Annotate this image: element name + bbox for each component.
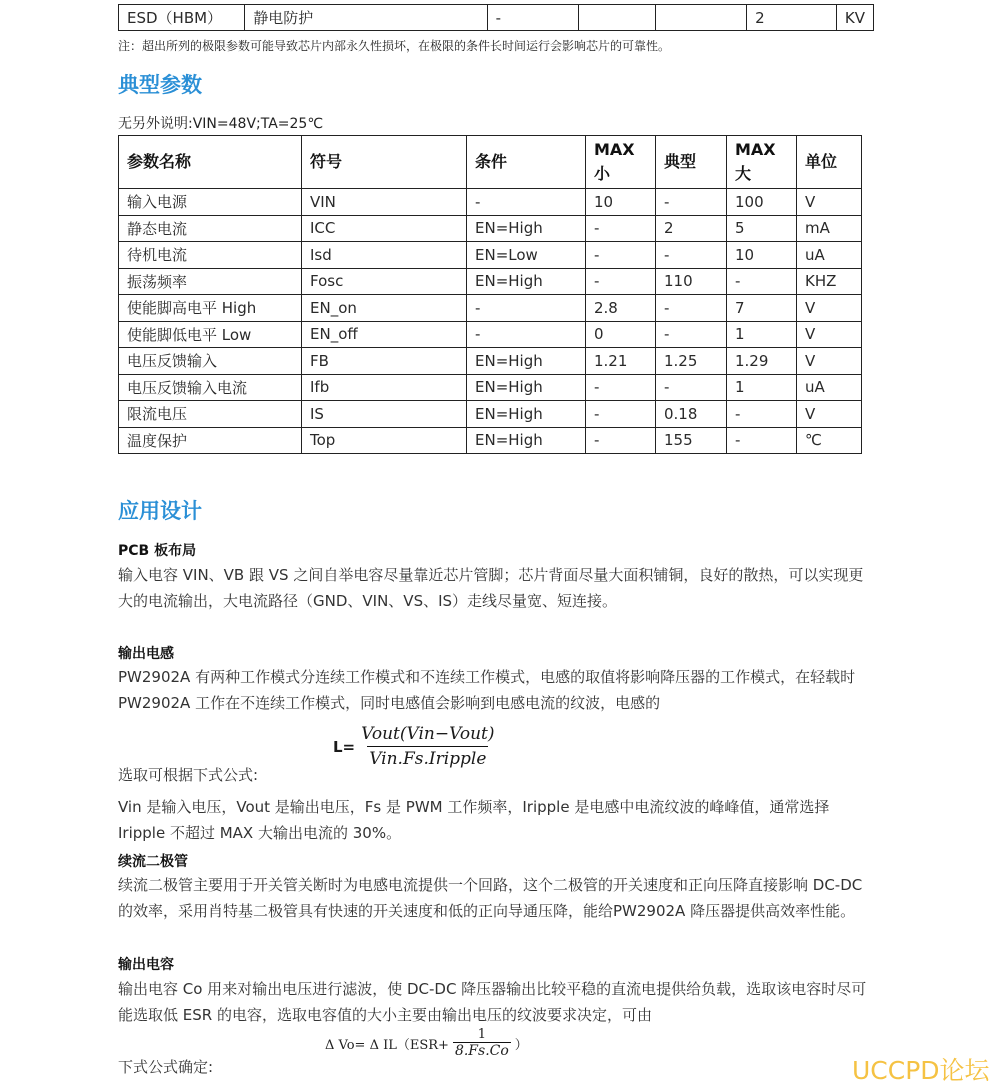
table-cell: - xyxy=(586,374,656,401)
table-cell: 10 xyxy=(586,189,656,216)
table-cell: EN=Low xyxy=(467,242,586,269)
table-cell: 100 xyxy=(727,189,797,216)
limit-note: 注：超出所列的极限参数可能导致芯片内部永久性损坏，在极限的条件长时间运行会影响芯片的可靠性。 xyxy=(118,39,671,53)
table-row xyxy=(119,374,862,401)
table-cell: Top xyxy=(302,427,467,454)
diode-title: 续流二极管 xyxy=(118,854,188,870)
table-cell: 7 xyxy=(727,295,797,322)
table-cell: 155 xyxy=(656,427,727,454)
table-cell: IS xyxy=(302,401,467,428)
table-cell: - xyxy=(586,427,656,454)
capacitor-formula xyxy=(325,1028,528,1059)
table-cell: uA xyxy=(797,242,862,269)
table-row xyxy=(119,5,874,31)
table-cell: V xyxy=(797,401,862,428)
formula-denominator: Vin.Fs.Iripple xyxy=(367,746,488,769)
table-cell: 0.18 xyxy=(656,401,727,428)
table-cell: 输入电源 xyxy=(119,189,302,216)
cap-formula-denominator: 8.Fs.Co xyxy=(454,1043,509,1059)
formula-numerator: Vout(Vin−Vout) xyxy=(361,724,495,744)
column-header: 符号 xyxy=(302,136,467,189)
table-cell: - xyxy=(727,401,797,428)
capacitor-title: 输出电容 xyxy=(118,957,174,973)
table-cell: 使能脚高电平 High xyxy=(119,295,302,322)
table-cell: 电压反馈输入 xyxy=(119,348,302,375)
table-row xyxy=(119,348,862,375)
table-cell: ESD（HBM） xyxy=(119,5,245,31)
table-cell: mA xyxy=(797,215,862,242)
table-cell xyxy=(579,5,656,31)
table-row xyxy=(119,215,862,242)
diode-text: 续流二极管主要用于开关管关断时为电感电流提供一个回路，这个二极管的开关速度和正向压降直接影响 DC-DC 的效率，采用肖特基二极管具有快速的开关速度和低的正向导通压降，能给PW2902A 降压器提供高效率性能。 xyxy=(118,876,863,920)
table-cell: 10 xyxy=(727,242,797,269)
table-cell: 振荡频率 xyxy=(119,268,302,295)
inductor-text-2: Vin 是输入电压，Vout 是输出电压，Fs 是 PWM 工作频率，Iripple 是电感中电流纹波的峰峰值，通常选择 Iripple 不超过 MAX 大输出电流的 30%。 xyxy=(118,798,830,842)
table-cell: - xyxy=(586,401,656,428)
column-header: 典型 xyxy=(656,136,727,189)
table-cell: EN=High xyxy=(467,401,586,428)
table-cell: - xyxy=(727,427,797,454)
table-cell: - xyxy=(656,321,727,348)
table-cell: V xyxy=(797,348,862,375)
table-cell: - xyxy=(656,374,727,401)
section-heading-application: 应用设计 xyxy=(118,499,202,523)
table-header-row xyxy=(119,136,862,189)
table-cell: 待机电流 xyxy=(119,242,302,269)
inductor-title: 输出电感 xyxy=(118,646,174,662)
table-cell: VIN xyxy=(302,189,467,216)
table-cell: 2.8 xyxy=(586,295,656,322)
column-header: MAX 小 xyxy=(586,136,656,189)
table-cell: - xyxy=(487,5,578,31)
table-cell: 1.25 xyxy=(656,348,727,375)
table-cell: EN_off xyxy=(302,321,467,348)
table-cell: V xyxy=(797,295,862,322)
table-cell: KV xyxy=(836,5,873,31)
table-cell: - xyxy=(586,268,656,295)
table-row xyxy=(119,401,862,428)
formula-label: 选取可根据下式公式: xyxy=(118,766,259,784)
table-cell: EN=High xyxy=(467,348,586,375)
table-cell: KHZ xyxy=(797,268,862,295)
section-heading-typical: 典型参数 xyxy=(118,73,202,97)
table-cell: V xyxy=(797,189,862,216)
table-cell: Isd xyxy=(302,242,467,269)
test-condition: 无另外说明:VIN=48V;TA=25℃ xyxy=(118,116,324,132)
table-cell: 1 xyxy=(727,374,797,401)
table-cell: V xyxy=(797,321,862,348)
table-cell: Fosc xyxy=(302,268,467,295)
table-cell xyxy=(655,5,746,31)
table-cell: ℃ xyxy=(797,427,862,454)
cap-formula-numerator: 1 xyxy=(477,1027,486,1042)
table-cell: 静电防护 xyxy=(245,5,487,31)
table-row xyxy=(119,427,862,454)
table-cell: 0 xyxy=(586,321,656,348)
parameter-table xyxy=(118,135,862,454)
table-cell: ICC xyxy=(302,215,467,242)
table-cell: 110 xyxy=(656,268,727,295)
column-header: 条件 xyxy=(467,136,586,189)
formula-fraction xyxy=(359,724,496,769)
table-cell: 静态电流 xyxy=(119,215,302,242)
table-cell: 2 xyxy=(747,5,837,31)
inductor-formula xyxy=(333,724,496,769)
inductor-text: PW2902A 有两种工作模式分连续工作模式和不连续工作模式，电感的取值将影响降压器的工作模式，在轻载时 PW2902A 工作在不连续工作模式，同时电感值会影响到电感电流的纹波，电感的 xyxy=(118,668,856,712)
table-cell: EN_on xyxy=(302,295,467,322)
table-cell: 使能脚低电平 Low xyxy=(119,321,302,348)
table-row xyxy=(119,321,862,348)
table-cell: - xyxy=(656,242,727,269)
table-cell: uA xyxy=(797,374,862,401)
table-cell: 2 xyxy=(656,215,727,242)
pcb-layout-title: PCB 板布局 xyxy=(118,543,197,559)
table-cell: 温度保护 xyxy=(119,427,302,454)
table-cell: Ifb xyxy=(302,374,467,401)
table-cell: EN=High xyxy=(467,268,586,295)
pcb-layout-text: 输入电容 VIN、VB 跟 VS 之间自举电容尽量靠近芯片管脚；芯片背面尽量大面积铺铜，良好的散热，可以实现更大的电流输出，大电流路径（GND、VIN、VS、IS）走线尽量宽、短连接。 xyxy=(118,566,864,610)
column-header: 参数名称 xyxy=(119,136,302,189)
table-row xyxy=(119,295,862,322)
watermark: UCCPD论坛 xyxy=(852,1056,990,1085)
table-cell: - xyxy=(586,242,656,269)
capacitor-text: 输出电容 Co 用来对输出电压进行滤波，使 DC-DC 降压器输出比较平稳的直流电提供给负载，选取该电容时尽可能选取低 ESR 的电容，选取电容值的大小主要由输出电压的纹波要求决定，可由 xyxy=(118,980,867,1024)
table-cell: - xyxy=(586,215,656,242)
table-row xyxy=(119,189,862,216)
table-cell: - xyxy=(467,189,586,216)
capacitor-formula-label: 下式公式确定: xyxy=(118,1058,214,1076)
table-row xyxy=(119,268,862,295)
table-cell: EN=High xyxy=(467,215,586,242)
table-cell: 限流电压 xyxy=(119,401,302,428)
table-cell: FB xyxy=(302,348,467,375)
cap-formula-left: Δ Vo= Δ IL（ESR+ xyxy=(325,1038,449,1053)
table-cell: 1 xyxy=(727,321,797,348)
table-cell: - xyxy=(656,189,727,216)
formula-lhs: L= xyxy=(333,737,356,756)
table-cell: - xyxy=(467,321,586,348)
table-row xyxy=(119,242,862,269)
table-cell: 5 xyxy=(727,215,797,242)
cap-formula-fraction xyxy=(453,1028,511,1059)
column-header: 单位 xyxy=(797,136,862,189)
cap-formula-right: ） xyxy=(514,1038,528,1053)
table-cell: 1.29 xyxy=(727,348,797,375)
table-cell: EN=High xyxy=(467,374,586,401)
table-cell: - xyxy=(727,268,797,295)
table-cell: - xyxy=(467,295,586,322)
table-cell: 电压反馈输入电流 xyxy=(119,374,302,401)
column-header: MAX 大 xyxy=(727,136,797,189)
esd-table xyxy=(118,4,874,31)
table-cell: - xyxy=(656,295,727,322)
table-cell: EN=High xyxy=(467,427,586,454)
table-cell: 1.21 xyxy=(586,348,656,375)
